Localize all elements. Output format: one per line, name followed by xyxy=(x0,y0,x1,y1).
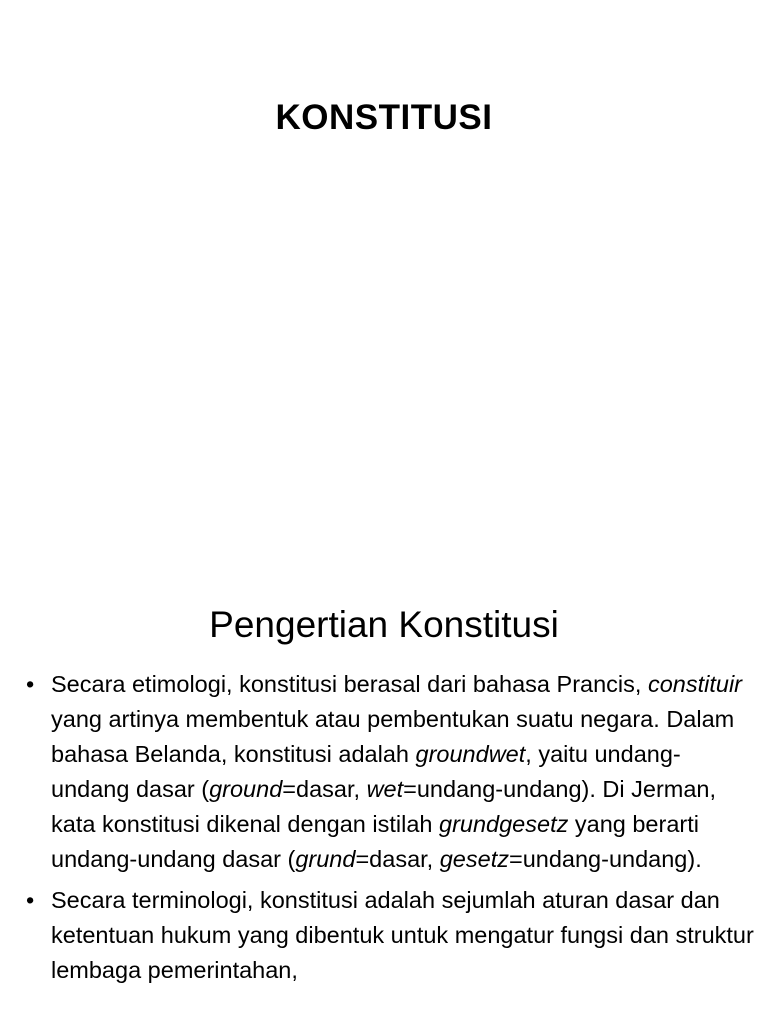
text-segment: =dasar, xyxy=(282,776,367,802)
slide-title-pengertian: Pengertian Konstitusi xyxy=(209,604,559,645)
italic-term: constituir xyxy=(647,671,742,697)
text-segment: , yaitu undang-undang dasar ( xyxy=(51,741,681,802)
bullet-list xyxy=(24,667,754,994)
bullet-icon: • xyxy=(26,887,35,913)
bullet-icon: • xyxy=(26,671,35,697)
text-segment: Secara terminologi, konstitusi adalah sejumlah aturan dasar dan ketentuan hukum yang dibentuk untuk mengatur fungsi dan struktur lembaga pemerintahan, xyxy=(51,887,754,983)
text-segment: =undang-undang). Di Jerman, kata konstitusi dikenal dengan istilah xyxy=(51,776,717,837)
bullet-text xyxy=(51,887,754,983)
italic-term: grund xyxy=(295,846,356,872)
italic-term: wet xyxy=(366,776,404,802)
text-segment: yang artinya membentuk atau pembentukan suatu negara. Dalam bahasa Belanda, konstitusi adalah xyxy=(51,706,735,767)
text-segment: yang berarti undang-undang dasar ( xyxy=(51,811,699,872)
italic-term: grundgesetz xyxy=(439,811,569,837)
text-segment: =undang-undang). xyxy=(508,846,702,872)
slide-title-konstitusi: KONSTITUSI xyxy=(275,98,493,137)
italic-term: gesetz xyxy=(439,846,509,872)
bullet-text xyxy=(51,671,742,872)
italic-term: groundwet xyxy=(415,741,526,767)
text-segment: =dasar, xyxy=(355,846,440,872)
bullet-item-terminologi xyxy=(24,883,754,988)
bullet-item-etimologi xyxy=(24,667,754,877)
text-segment: Secara etimologi, konstitusi berasal dari bahasa Prancis, xyxy=(51,671,648,697)
italic-term: ground xyxy=(209,776,283,802)
